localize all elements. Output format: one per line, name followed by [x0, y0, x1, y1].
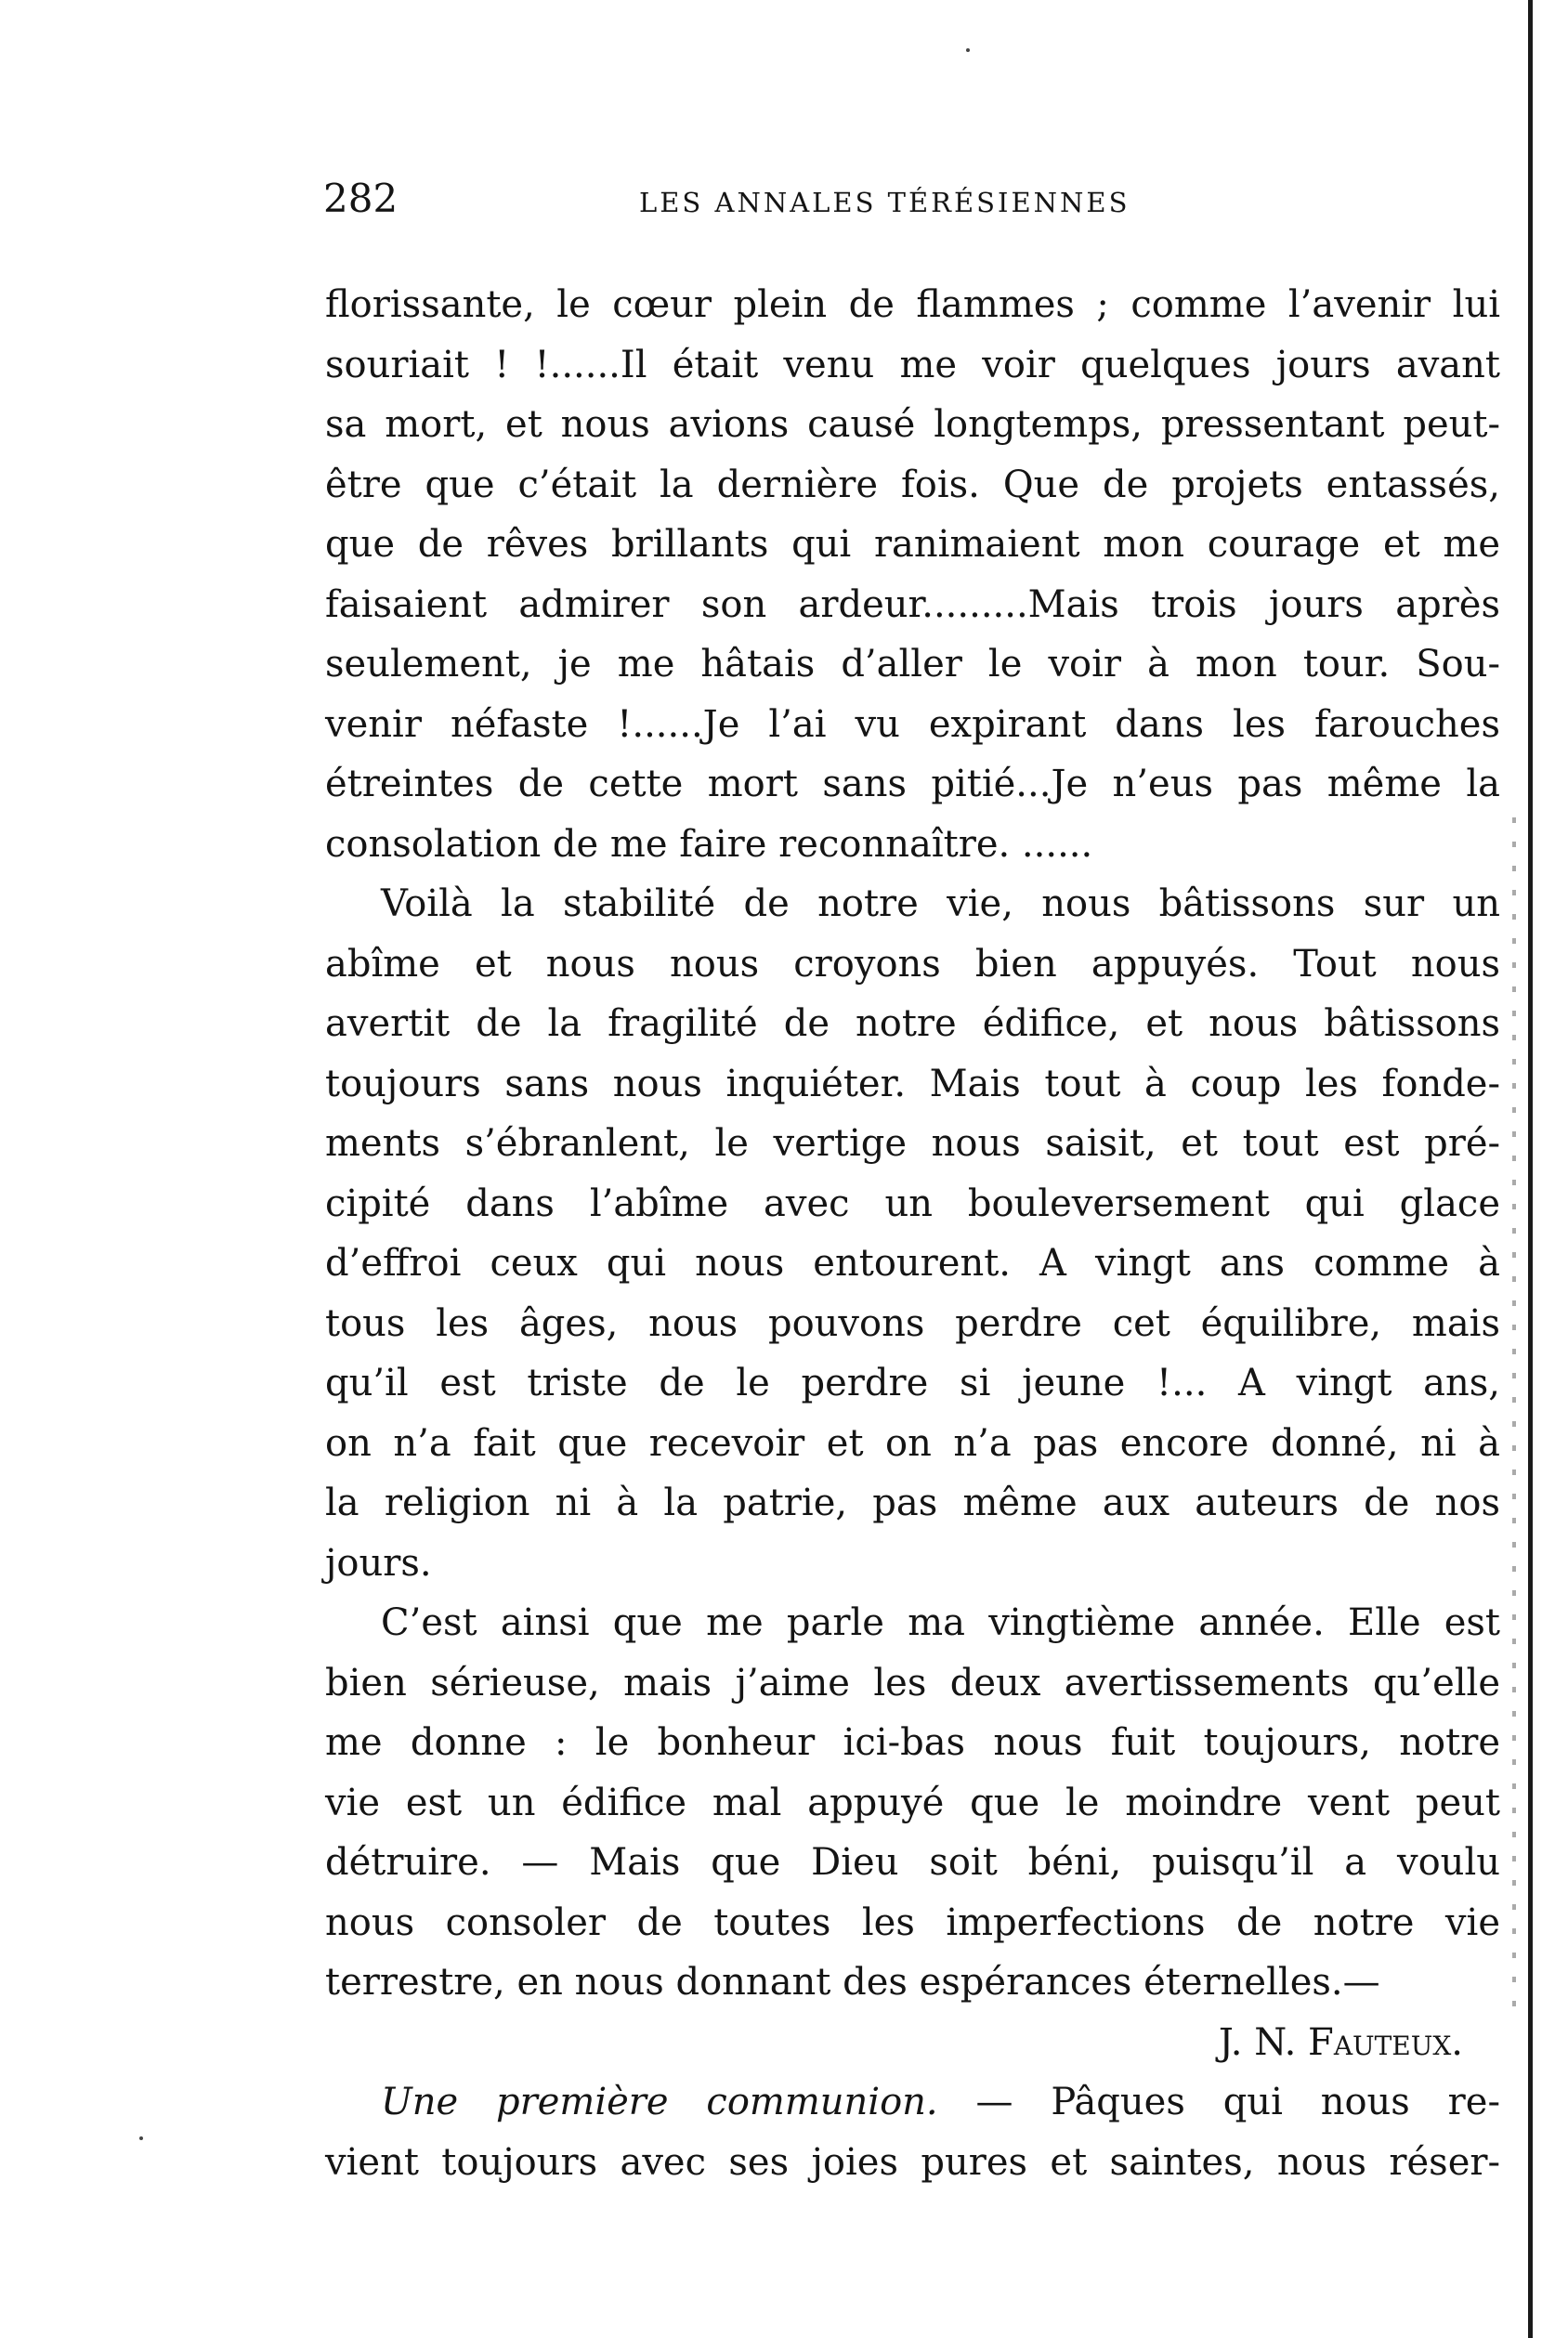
text-line: florissante, le cœur plein de flammes ; comme l’avenir lui	[325, 283, 1500, 326]
text-line: que de rêves brillants qui ranimaient mon courage et me	[325, 523, 1500, 566]
text-line: souriait ! !......Il était venu me voir quelques jours avant	[325, 343, 1500, 386]
text-line-with-title	[325, 2072, 1500, 2133]
text-line: ments s’ébranlent, le vertige nous saisit, et tout est pré-	[325, 1122, 1500, 1165]
title-line-rest: — Pâques qui nous re-	[937, 2081, 1500, 2123]
binding-edge-line	[1528, 0, 1533, 2338]
page-number: 282	[323, 176, 399, 221]
paper-speck	[966, 48, 970, 52]
text-line: bien sérieuse, mais j’aime les deux avertissements qu’elle	[325, 1661, 1500, 1705]
page-header	[323, 173, 1178, 225]
text-line: la religion ni à la patrie, pas même aux auteurs de nos	[325, 1482, 1500, 1524]
paper-speck	[139, 2136, 143, 2140]
text-line: jours.	[325, 1541, 432, 1585]
text-line: d’effroi ceux qui nous entourent. A vingt ans comme à	[325, 1242, 1500, 1285]
text-line: vie est un édifice mal appuyé que le moindre vent peut	[325, 1781, 1500, 1824]
body-text	[325, 275, 1500, 2192]
text-line: toujours sans nous inquiéter. Mais tout à coup les fonde-	[325, 1062, 1500, 1105]
text-line: venir néfaste !......Je l’ai vu expirant dans les farouches	[325, 702, 1500, 746]
text-line: vient toujours avec ses joies pures et saintes, nous réser-	[325, 2140, 1500, 2184]
text-line: qu’il est triste de le perdre si jeune !... A vingt ans,	[325, 1362, 1500, 1404]
text-line: consolation de me faire reconnaître. ......	[325, 822, 1093, 866]
text-line: cipité dans l’abîme avec un bouleversement qui glace	[325, 1182, 1500, 1225]
running-head: LES ANNALES TÉRÉSIENNES	[639, 187, 1130, 218]
text-line: on n’a fait que recevoir et on n’a pas encore donné, ni à	[325, 1421, 1500, 1465]
section-title: Une première communion.	[381, 2081, 938, 2123]
text-line: Voilà la stabilité de notre vie, nous bâtissons sur un	[381, 882, 1500, 925]
signature: J. N. Fauteux.	[1218, 2020, 1463, 2064]
text-line: détruire. — Mais que Dieu soit béni, puisqu’il a voulu	[325, 1841, 1500, 1884]
text-line: étreintes de cette mort sans pitié...Je n’eus pas même la	[325, 763, 1500, 805]
text-line: terrestre, en nous donnant des espérances éternelles.—	[325, 1961, 1380, 2004]
text-line: être que c’était la dernière fois. Que de projets entassés,	[325, 463, 1500, 506]
binding-edge-dots	[1512, 817, 1516, 2025]
text-line: C’est ainsi que me parle ma vingtième année. Elle est	[381, 1601, 1500, 1644]
text-line: sa mort, et nous avions causé longtemps, pressentant peut-	[325, 403, 1500, 446]
text-line: abîme et nous nous croyons bien appuyés. Tout nous	[325, 942, 1500, 986]
text-line: me donne : le bonheur ici-bas nous fuit toujours, notre	[325, 1721, 1500, 1764]
text-line: seulement, je me hâtais d’aller le voir à mon tour. Sou-	[325, 643, 1500, 686]
text-line: tous les âges, nous pouvons perdre cet équilibre, mais	[325, 1301, 1500, 1345]
text-line: nous consoler de toutes les imperfections de notre vie	[325, 1900, 1500, 1944]
text-line: avertit de la fragilité de notre édifice, et nous bâtissons	[325, 1002, 1500, 1045]
text-line: faisaient admirer son ardeur.........Mais trois jours après	[325, 582, 1500, 626]
